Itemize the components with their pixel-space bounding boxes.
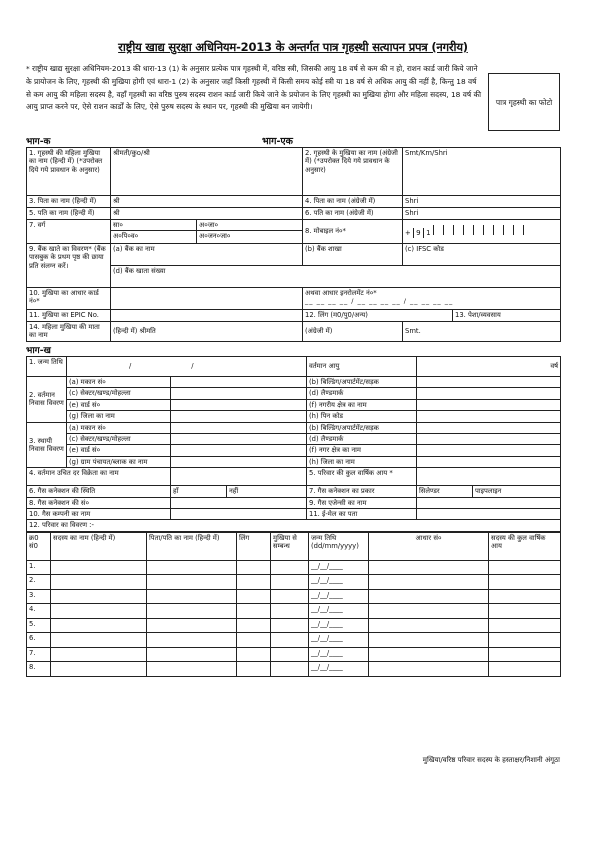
a-r14-label: 14. महिला मुखिया की माता का नाम	[27, 322, 111, 342]
a-r9-label: 9. बैंक खाते का विवरण* (बैंक पासबुक के प्रथम पृष्ठ की छाया प्रति संलग्न करें।	[27, 244, 111, 288]
signature-label: मुखिया/वरिष्ठ परिवार सदस्य के हस्ताक्षर/निशानी अंगूठा	[422, 756, 560, 764]
photo-box[interactable]: पात्र गृहस्थी का फोटो	[488, 73, 560, 131]
family-member-father[interactable]	[147, 618, 237, 633]
family-header-father: पिता/पति का नाम (हिन्दी में)	[147, 532, 237, 560]
family-member-income[interactable]	[489, 662, 561, 677]
family-header-gender: लिंग	[237, 532, 271, 560]
head-name-english-field[interactable]: Smt/Km/Shri	[403, 148, 561, 196]
perm-ward-field[interactable]: (e) वार्ड सं०	[67, 445, 171, 456]
part-b-label: भाग-ख	[26, 346, 51, 356]
family-member-dob[interactable]: __/__/____	[309, 560, 369, 575]
family-row[interactable]	[27, 575, 561, 590]
epic-field[interactable]	[111, 310, 303, 322]
a-r6-label: 6. पति का नाम (अंग्रेजी में)	[303, 208, 403, 220]
family-member-dob[interactable]: __/__/____	[309, 618, 369, 633]
b-r5-label: 5. परिवार की कुल वार्षिक आय *	[307, 468, 417, 486]
family-row[interactable]	[27, 633, 561, 648]
perm-area-field[interactable]: (f) नगर क्षेत्र का नाम	[307, 445, 417, 456]
family-row-sno: 7.	[27, 647, 51, 662]
b-r4-label: 4. वर्तमान उचित दर विक्रेता का नाम	[27, 468, 171, 486]
occupation-field[interactable]: 13. पेशा/व्यवसाय	[453, 310, 561, 322]
family-member-gender[interactable]	[237, 618, 271, 633]
b-r12-label: 12. परिवार का विवरण :-	[27, 520, 561, 531]
perm-sector-value[interactable]	[171, 434, 307, 445]
a-r5-label: 5. पति का नाम (हिन्दी में)	[27, 208, 111, 220]
a-r1-label: 1. गृहस्थी की महिला मुखिया का नाम (हिन्दी में) (*उपरोक्त दिये गये प्रावधान के अनुसार)	[27, 148, 111, 196]
family-member-father[interactable]	[147, 604, 237, 619]
perm-sector-field[interactable]: (c) सेक्टर/खण्ड/मोहल्ला	[67, 434, 171, 445]
bank-account-field[interactable]: (d) बैंक खाता संख्या	[111, 266, 561, 288]
cur-landmark-field[interactable]: (d) लैण्डमार्क	[307, 388, 417, 399]
b-r7-label: 7. गैस कनेक्शन का प्रकार	[307, 486, 417, 497]
b-r1-age-label: वर्तमान आयु	[307, 357, 417, 377]
family-member-relation[interactable]	[271, 560, 309, 575]
dealer-field[interactable]	[171, 468, 307, 486]
perm-house-field[interactable]: (a) मकान सं०	[67, 422, 171, 433]
cur-pin-field[interactable]: (h) पिन कोड	[307, 411, 417, 422]
category-sc[interactable]: अ०जा०	[197, 220, 302, 231]
a-r7-label: 7. वर्ग	[27, 220, 111, 244]
family-header-sno: क्र0 सं0	[27, 532, 51, 560]
family-member-income[interactable]	[489, 618, 561, 633]
ifsc-field[interactable]: (c) IFSC कोड	[403, 244, 561, 266]
family-row[interactable]	[27, 662, 561, 677]
gas-no-option[interactable]: नहीं	[227, 486, 307, 497]
income-field[interactable]	[417, 468, 561, 486]
perm-area-value[interactable]	[417, 445, 561, 456]
perm-house-value[interactable]	[171, 422, 307, 433]
gas-agency-field[interactable]	[417, 497, 561, 508]
part-a-table	[26, 147, 561, 342]
family-member-relation[interactable]	[271, 575, 309, 590]
family-member-dob[interactable]: __/__/____	[309, 647, 369, 662]
category-st[interactable]: अ०जन०जा०	[199, 232, 231, 240]
part-a-center-label: भाग-एक	[262, 136, 293, 147]
family-member-name[interactable]	[51, 575, 147, 590]
family-member-gender[interactable]	[237, 662, 271, 677]
family-row[interactable]	[27, 618, 561, 633]
family-header-dob: जन्म तिथि (dd/mm/yyyy)	[309, 532, 369, 560]
b-r9-label: 9. गैस एजेन्सी का नाम	[307, 497, 417, 508]
family-member-father[interactable]	[147, 647, 237, 662]
family-member-father[interactable]	[147, 633, 237, 648]
b-r6-label: 6. गैस कनेक्शन की स्थिति	[27, 486, 171, 497]
husband-name-english-field[interactable]: Shri	[403, 208, 561, 220]
family-member-relation[interactable]	[271, 589, 309, 604]
gender-field[interactable]: 12. लिंग (म0/पु0/अन्य)	[303, 310, 453, 322]
family-member-aadhaar[interactable]	[369, 647, 489, 662]
family-row[interactable]	[27, 647, 561, 662]
family-member-dob[interactable]: __/__/____	[309, 575, 369, 590]
mobile-field[interactable]: + 9 1	[403, 220, 561, 244]
family-member-relation[interactable]	[271, 647, 309, 662]
family-header-income: सदस्य की कुल वार्षिक आय	[489, 532, 561, 560]
category-options-2[interactable]	[197, 220, 303, 244]
cur-district-field[interactable]: (g) जिला का नाम	[67, 411, 171, 422]
cur-sector-field[interactable]: (c) सेक्टर/खण्ड/मोहल्ला	[67, 388, 171, 399]
family-member-name[interactable]	[51, 618, 147, 633]
a-r4-label: 4. पिता का नाम (अंग्रेजी में)	[303, 196, 403, 208]
enrolment-field[interactable]: अथवा आधार इनरोलमेंट नं०* __ __ __ __ / __ __ __ __ / __ __ __ __	[303, 288, 561, 310]
family-member-relation[interactable]	[271, 662, 309, 677]
cur-house-value[interactable]	[171, 377, 307, 388]
family-member-income[interactable]	[489, 647, 561, 662]
family-row[interactable]	[27, 560, 561, 575]
family-member-father[interactable]	[147, 575, 237, 590]
family-member-dob[interactable]: __/__/____	[309, 604, 369, 619]
father-name-hindi-field[interactable]: श्री	[111, 196, 303, 208]
perm-gp-field[interactable]: (g) ग्राम पंचायत/ब्लाक का नाम	[67, 456, 171, 467]
email-field[interactable]	[417, 509, 561, 520]
family-row-sno: 4.	[27, 604, 51, 619]
form-title: राष्ट्रीय खाद्य सुरक्षा अधिनियम-2013 के अन्तर्गत पात्र गृहस्थी सत्यापन प्रपत्र (नगरीय)	[118, 40, 468, 54]
cur-ward-field[interactable]: (e) वार्ड सं०	[67, 399, 171, 410]
cur-building-field[interactable]: (b) बिल्डिंग/अपार्टमेंट/सड़क	[307, 377, 417, 388]
family-member-dob[interactable]: __/__/____	[309, 662, 369, 677]
bank-name-field[interactable]: (a) बैंक का नाम	[111, 244, 303, 266]
family-member-aadhaar[interactable]	[369, 633, 489, 648]
family-row-sno: 6.	[27, 633, 51, 648]
b-r2-label: 2. वर्तमान निवास विवरण	[27, 377, 67, 423]
bank-branch-field[interactable]: (b) बैंक शाखा	[303, 244, 403, 266]
age-field[interactable]: वर्ष	[417, 357, 561, 377]
b-r8-label: 8. गैस कनेक्शन की सं०	[27, 497, 171, 508]
part-a-label: भाग-क	[26, 137, 51, 147]
family-table	[26, 532, 561, 677]
category-obc[interactable]: अ०पि०व०	[113, 232, 139, 240]
family-member-name[interactable]	[51, 633, 147, 648]
family-member-relation[interactable]	[271, 618, 309, 633]
cur-area-value[interactable]	[417, 399, 561, 410]
family-member-income[interactable]	[489, 575, 561, 590]
family-row-sno: 1.	[27, 560, 51, 575]
perm-district-field[interactable]: (h) जिला का नाम	[307, 456, 417, 467]
mother-name-english-field[interactable]: Smt.	[403, 322, 561, 342]
family-row[interactable]	[27, 604, 561, 619]
family-header-relation: मुखिया से सम्बन्ध	[271, 532, 309, 560]
b-r10-label: 10. गैस कम्पनी का नाम	[27, 509, 171, 520]
family-member-name[interactable]	[51, 589, 147, 604]
cur-district-value[interactable]	[171, 411, 307, 422]
family-member-aadhaar[interactable]	[369, 662, 489, 677]
family-member-name[interactable]	[51, 560, 147, 575]
father-name-english-field[interactable]: Shri	[403, 196, 561, 208]
category-options[interactable]	[111, 220, 197, 244]
perm-district-value[interactable]	[417, 456, 561, 467]
a-r10-label: 10. मुखिया का आधार कार्ड नं०*	[27, 288, 111, 310]
family-member-relation[interactable]	[271, 633, 309, 648]
a-r2-label: 2. गृहस्थी के मुखिया का नाम (अंग्रेजी में) (*उपरोक्त दिये गये प्रावधान के अनुसार)	[303, 148, 403, 196]
family-member-aadhaar[interactable]	[369, 575, 489, 590]
family-row-sno: 2.	[27, 575, 51, 590]
family-header-name: सदस्य का नाम (हिन्दी में)	[51, 532, 147, 560]
family-member-gender[interactable]	[237, 604, 271, 619]
family-member-gender[interactable]	[237, 575, 271, 590]
family-member-aadhaar[interactable]	[369, 618, 489, 633]
family-row-sno: 3.	[27, 589, 51, 604]
family-member-relation[interactable]	[271, 604, 309, 619]
gas-pipeline-option[interactable]: पाइपलाइन	[473, 486, 561, 497]
perm-building-field[interactable]: (b) बिल्डिंग/अपार्टमेंट/सड़क	[307, 422, 417, 433]
gas-company-field[interactable]	[171, 509, 307, 520]
mother-name-hindi-field[interactable]: (हिन्दी में) श्रीमति	[111, 322, 303, 342]
a-r8-label: 8. मोबाइल नं०*	[303, 220, 403, 244]
head-name-hindi-field[interactable]: श्रीमती/कुo/श्री	[111, 148, 303, 196]
family-member-father[interactable]	[147, 662, 237, 677]
cur-pin-value[interactable]	[417, 411, 561, 422]
family-member-dob[interactable]: __/__/____	[309, 589, 369, 604]
husband-name-hindi-field[interactable]: श्री	[111, 208, 303, 220]
family-row-sno: 5.	[27, 618, 51, 633]
family-member-gender[interactable]	[237, 589, 271, 604]
mother-name-english-label: (अंग्रेजी में)	[303, 322, 403, 342]
cur-building-value[interactable]	[417, 377, 561, 388]
family-member-name[interactable]	[51, 662, 147, 677]
part-b-table	[26, 356, 561, 532]
family-row-sno: 8.	[27, 662, 51, 677]
family-member-father[interactable]	[147, 589, 237, 604]
family-member-dob[interactable]: __/__/____	[309, 633, 369, 648]
category-gen[interactable]: सा०	[111, 220, 196, 231]
family-member-gender[interactable]	[237, 633, 271, 648]
cur-area-field[interactable]: (f) नगरीय क्षेत्र का नाम	[307, 399, 417, 410]
cur-sector-value[interactable]	[171, 388, 307, 399]
cur-ward-value[interactable]	[171, 399, 307, 410]
b-r3-label: 3. स्थायी निवास विवरण	[27, 422, 67, 468]
family-member-income[interactable]	[489, 589, 561, 604]
b-r11-label: 11. ई-मेल का पता	[307, 509, 417, 520]
family-header-aadhaar: आधार सं०	[369, 532, 489, 560]
family-member-income[interactable]	[489, 633, 561, 648]
perm-landmark-field[interactable]: (d) लैण्डमार्क	[307, 434, 417, 445]
gas-cylinder-option[interactable]: सिलेण्डर	[417, 486, 473, 497]
perm-gp-value[interactable]	[171, 456, 307, 467]
family-member-aadhaar[interactable]	[369, 560, 489, 575]
family-member-aadhaar[interactable]	[369, 589, 489, 604]
family-member-income[interactable]	[489, 604, 561, 619]
family-member-income[interactable]	[489, 560, 561, 575]
gas-yes-option[interactable]: हाँ	[171, 486, 227, 497]
perm-building-value[interactable]	[417, 422, 561, 433]
family-member-name[interactable]	[51, 604, 147, 619]
gas-number-field[interactable]	[171, 497, 307, 508]
aadhaar-field[interactable]	[111, 288, 303, 310]
family-member-gender[interactable]	[237, 647, 271, 662]
dob-field[interactable]: / /	[67, 357, 307, 377]
family-row[interactable]	[27, 589, 561, 604]
b-r1-label: 1. जन्म तिथि	[27, 357, 67, 377]
cur-landmark-value[interactable]	[417, 388, 561, 399]
family-member-aadhaar[interactable]	[369, 604, 489, 619]
cur-house-field[interactable]: (a) मकान सं०	[67, 377, 171, 388]
family-member-name[interactable]	[51, 647, 147, 662]
a-r11-label: 11. मुखिया का EPIC No.	[27, 310, 111, 322]
family-member-gender[interactable]	[237, 560, 271, 575]
a-r3-label: 3. पिता का नाम (हिन्दी में)	[27, 196, 111, 208]
perm-landmark-value[interactable]	[417, 434, 561, 445]
perm-ward-value[interactable]	[171, 445, 307, 456]
family-member-father[interactable]	[147, 560, 237, 575]
intro-text: * राष्ट्रीय खाद्य सुरक्षा अधिनियम-2013 की धारा-13 (1) के अनुसार प्रत्येक पात्र गृहस्थी में, वरिष्ठ स्त्री, जिसकी आयु 18 वर्ष से कम की न हो, राशन कार्ड जारी किये जाने के प्रायोजन के लिए, गृहस्थी की मुखिया होगी एवं धारा-1 (2) के अनुसार जहाँ किसी गृहस्थी में किसी समय कोई स्त्री या 18 वर्ष से अधिक आयु की नहीं है, किन्तु 18 वर्ष से कम आयु की महिला सदस्य है, वहाँ गृहस्थी का वरिष्ठ पुरुष सदस्य राशन कार्ड जारी किये जाने के प्रयोजन के लिए गृहस्थी का मुखिया होगा और महिला सदस्य, 18 वर्ष की आयु प्राप्त करने पर, ऐसे राशन कार्डों के लिए, ऐसे पुरुष सदस्य के स्थान पर, गृहस्थी की मुखिया बन जायेगी।	[26, 64, 482, 112]
